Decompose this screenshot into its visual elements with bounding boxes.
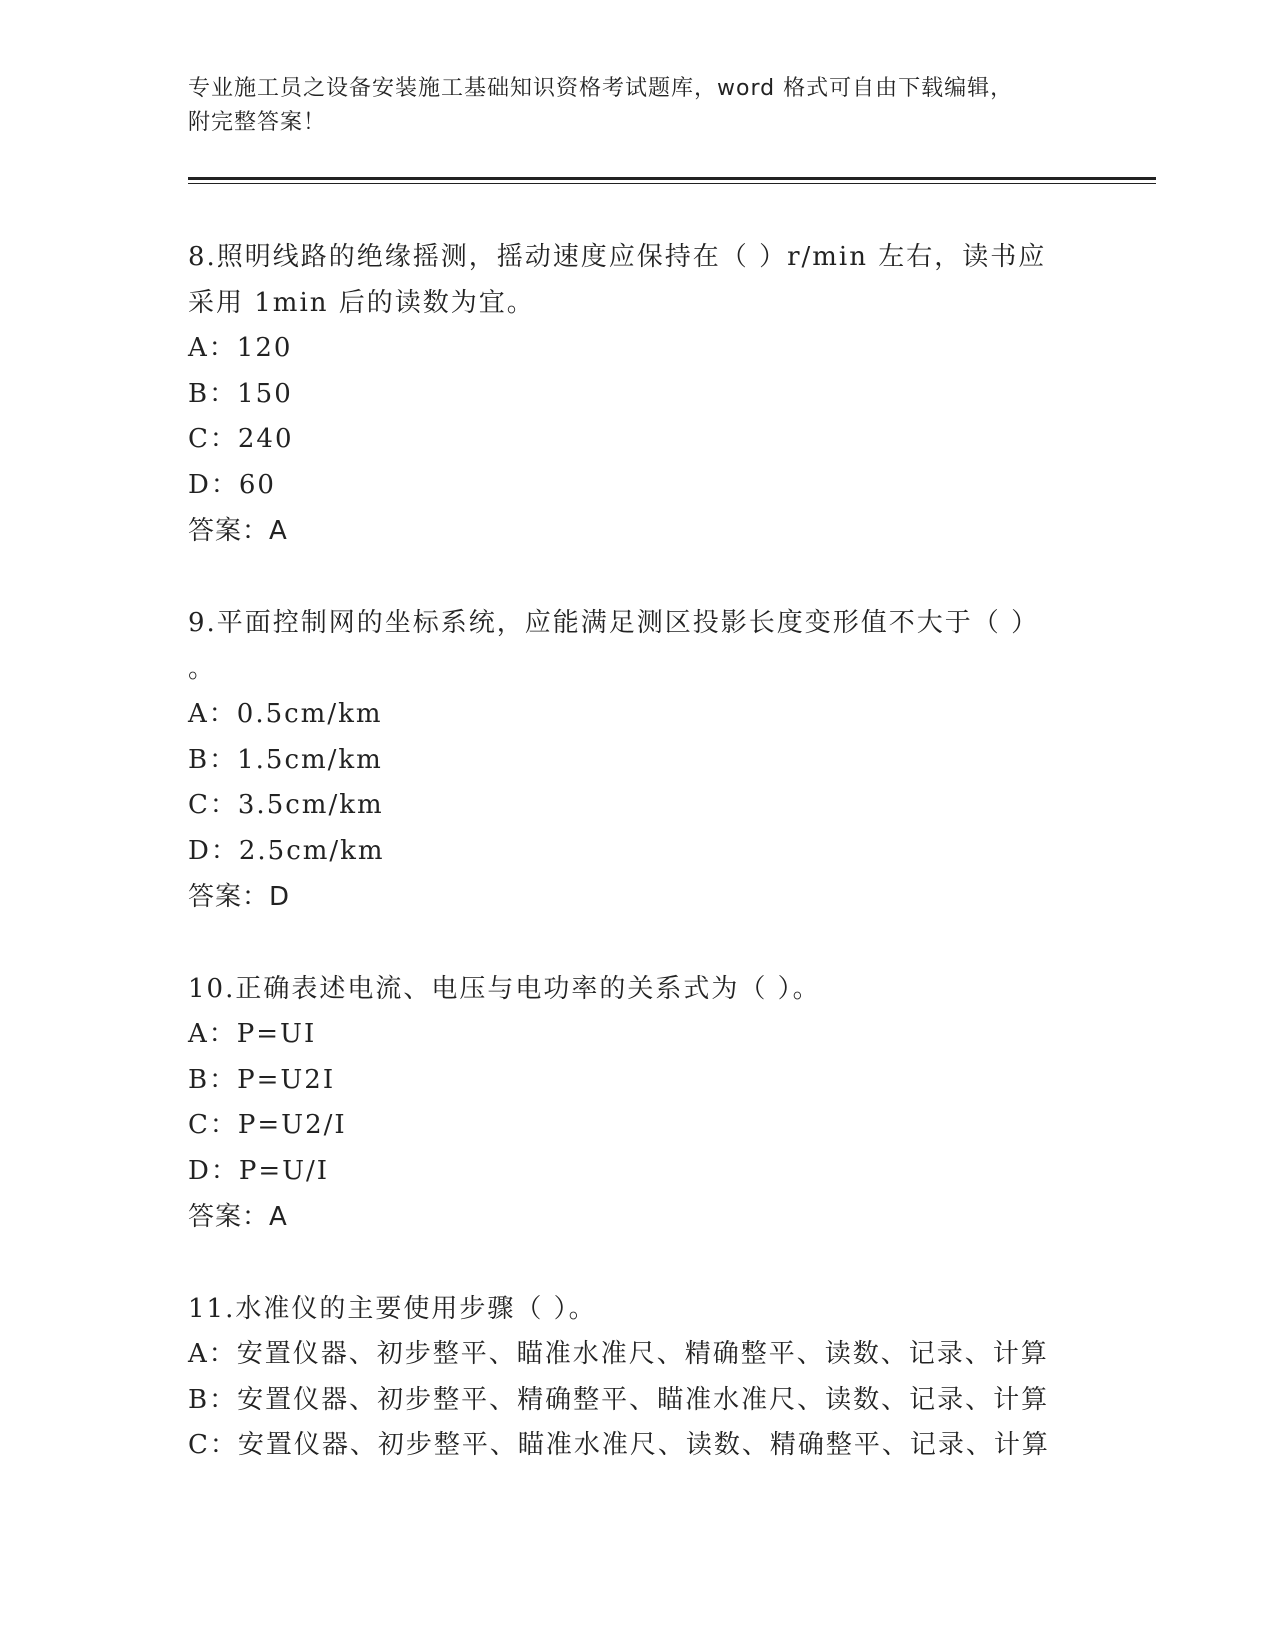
option-a: A：120 <box>188 333 293 363</box>
question-9 <box>188 600 1088 920</box>
option-a: A：P=UI <box>188 1019 317 1049</box>
question-stem-line-2: 采用 1min 后的读数为宜。 <box>188 288 535 318</box>
option-b: B：150 <box>188 378 293 409</box>
header-divider-thin <box>188 183 1156 184</box>
option-d: D：2.5cm/km <box>188 835 385 866</box>
question-stem-line-1: 10.正确表述电流、电压与电功率的关系式为（ ）。 <box>188 974 821 1004</box>
option-c: C：P=U2/I <box>188 1110 347 1140</box>
question-stem-line-1: 8.照明线路的绝缘摇测，摇动速度应保持在（ ）r/min 左右，读书应 <box>188 242 1047 272</box>
option-d: D：P=U/I <box>188 1155 330 1186</box>
header-line-2: 附完整答案！ <box>188 110 327 135</box>
option-d: D：60 <box>188 469 276 500</box>
answer-label: 答案：A <box>188 1202 288 1232</box>
question-stem-line-2: 。 <box>188 654 217 684</box>
question-stem-line-1: 11.水准仪的主要使用步骤（ ）。 <box>188 1294 597 1324</box>
question-8 <box>188 234 1088 554</box>
option-c: C：3.5cm/km <box>188 790 384 820</box>
question-11 <box>188 1286 1088 1469</box>
question-stem-line-1: 9.平面控制网的坐标系统，应能满足测区投影长度变形值不大于（ ） <box>188 608 1040 638</box>
answer-label: 答案：D <box>188 882 291 912</box>
question-10 <box>188 966 1088 1240</box>
answer-label: 答案：A <box>188 516 288 546</box>
option-b: B：1.5cm/km <box>188 744 383 775</box>
option-c: C：安置仪器、初步整平、瞄准水准尺、读数、精确整平、记录、计算 <box>188 1430 1050 1460</box>
header-divider-thick <box>188 177 1156 180</box>
option-b: B：安置仪器、初步整平、精确整平、瞄准水准尺、读数、记录、计算 <box>188 1384 1050 1415</box>
document-header <box>188 72 1088 140</box>
option-a: A：0.5cm/km <box>188 699 383 729</box>
option-b: B：P=U2I <box>188 1064 336 1095</box>
option-c: C：240 <box>188 424 294 454</box>
option-a: A：安置仪器、初步整平、瞄准水准尺、精确整平、读数、记录、计算 <box>188 1339 1049 1369</box>
header-line-1: 专业施工员之设备安装施工基础知识资格考试题库，word 格式可自由下载编辑， <box>188 76 1014 101</box>
